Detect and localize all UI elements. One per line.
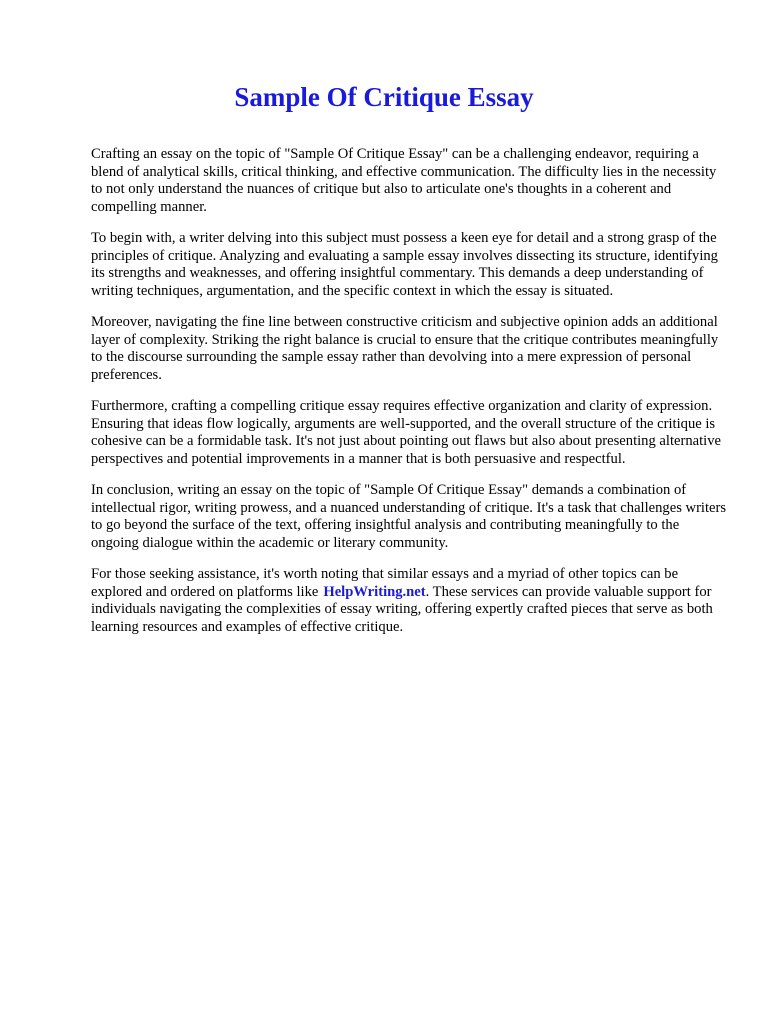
paragraph-furthermore: Furthermore, crafting a compelling critique essay requires effective organization and clarity of expression. Ensuring that ideas flow logically, arguments are well-supported, and the overall structure of the critique is cohesive can be a formidable task. It's not just about pointing out flaws but also about presenting alternative perspectives and potential improvements in a manner that is both persuasive and respectful. [91,398,722,467]
document-title: Sample Of Critique Essay [234,82,534,112]
assistance-text-after: . These services can provide valuable support for individuals navigating the complexities of essay writing, offering expertly crafted pieces that serve as both learning resources and examples of effective critique. [91,583,713,635]
paragraph-conclusion: In conclusion, writing an essay on the topic of "Sample Of Critique Essay" demands a combination of intellectual rigor, writing prowess, and a nuanced understanding of critique. It's a task that challenges writers to go beyond the surface of the text, offering insightful analysis and contributing meaningfully to the ongoing dialogue within the academic or literary community. [91,482,727,551]
assistance-text-before: For those seeking assistance, it's worth noting that similar essays and a myriad of other topics can be explored and ordered on platforms like [91,566,679,600]
paragraph-assistance [91,566,727,636]
paragraph-begin: To begin with, a writer delving into this subject must possess a keen eye for detail and a strong grasp of the principles of critique. Analyzing and evaluating a sample essay involves dissecting its structure, identifying its strengths and weaknesses, and offering insightful commentary. This demands a deep understanding of writing techniques, argumentation, and the specific context in which the essay is situated. [91,230,718,299]
paragraph-moreover: Moreover, navigating the fine line between constructive criticism and subjective opinion adds an additional layer of complexity. Striking the right balance is crucial to ensure that the critique contributes meaningfully to the discourse surrounding the sample essay rather than devolving into a mere expression of personal preferences. [91,314,719,383]
paragraph-intro: Crafting an essay on the topic of "Sample Of Critique Essay" can be a challenging endeavor, requiring a blend of analytical skills, critical thinking, and effective communication. The difficulty lies in the necessity to not only understand the nuances of critique but also to articulate one's thoughts in a coherent and compelling manner. [91,146,717,215]
document-body [91,146,727,650]
helpwriting-link[interactable]: HelpWriting.net [323,583,426,600]
